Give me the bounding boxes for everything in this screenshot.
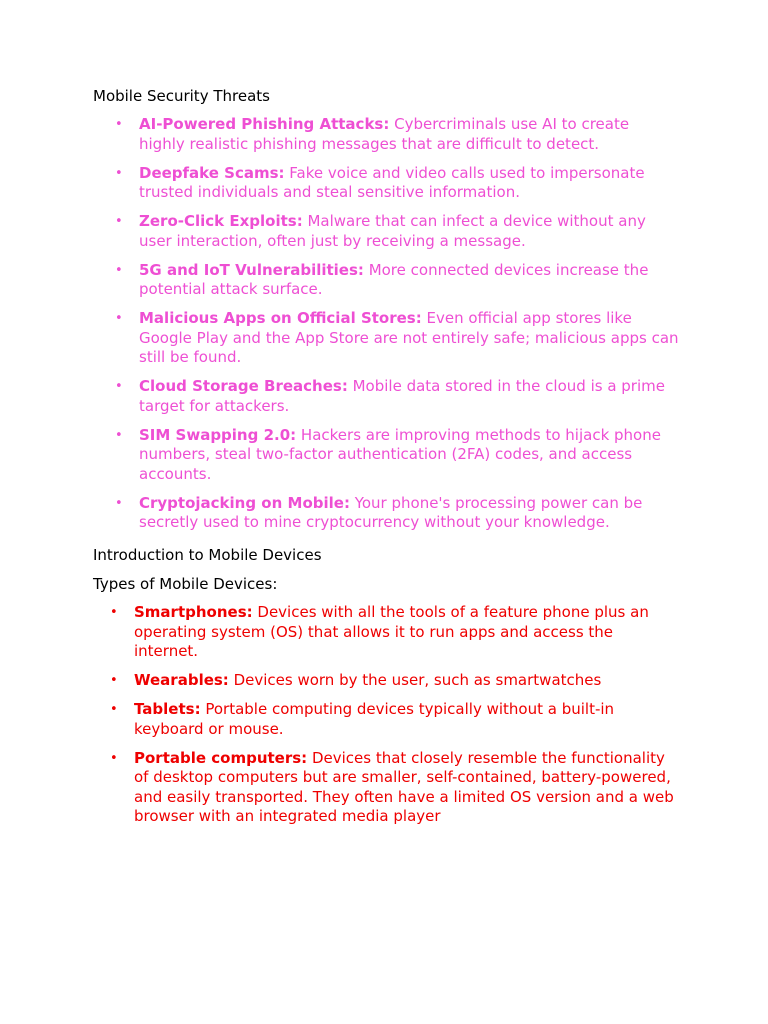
bullet-icon: • [110, 702, 118, 717]
list-item [115, 212, 679, 251]
bullet-icon: • [115, 214, 123, 229]
list-item [110, 700, 679, 739]
list-item-term: AI-Powered Phishing Attacks: [139, 115, 390, 133]
list-item [110, 671, 679, 691]
list-item [115, 163, 679, 203]
list-item-text: Your phone's processing power can be secretly used to mine cryptocurrency without your knowledge. [139, 493, 643, 531]
list-item-term: Cryptojacking on Mobile: [139, 493, 350, 512]
list-item-text: Cybercriminals use AI to create highly realistic phishing messages that are difficult to detect. [139, 115, 630, 153]
heading-introduction-to-mobile-devices: Introduction to Mobile Devices [93, 546, 322, 564]
bullet-icon: • [115, 379, 123, 394]
list-item-text: Even official app stores like Google Play and the App Store are not entirely safe; malicious apps can still be found. [139, 309, 679, 366]
list-item-text: Mobile data stored in the cloud is a prime target for attackers. [139, 377, 665, 415]
list-item-text: Hackers are improving methods to hijack phone numbers, steal two-factor authentication (2FA) codes, and access accounts. [139, 425, 661, 483]
bullet-icon: • [115, 262, 123, 278]
list-item-term: Portable computers: [134, 748, 308, 767]
list-item [115, 425, 679, 485]
threats-list [115, 115, 679, 542]
bullet-icon: • [115, 165, 123, 181]
list-item-term: Smartphones: [134, 603, 253, 621]
list-item-term: Cloud Storage Breaches: [139, 377, 348, 395]
list-item-term: 5G and IoT Vulnerabilities: [139, 260, 364, 279]
list-item-text: Fake voice and video calls used to impersonate trusted individuals and steal sensitive information. [139, 163, 645, 201]
bullet-icon: • [110, 673, 118, 688]
list-item-text: Devices worn by the user, such as smartwatches [228, 671, 602, 689]
heading-types-of-mobile-devices: Types of Mobile Devices: [93, 575, 278, 593]
heading-mobile-security-threats: Mobile Security Threats [93, 87, 270, 105]
list-item [115, 493, 679, 533]
list-item [115, 260, 679, 300]
list-item-text: Malware that can infect a device without any user interaction, often just by receiving a message. [139, 212, 646, 250]
list-item-term: Tablets: [134, 700, 201, 718]
list-item [110, 748, 679, 827]
list-item [110, 603, 679, 662]
list-item [115, 309, 679, 368]
list-item [115, 115, 679, 154]
list-item-text: Devices with all the tools of a feature phone plus an operating system (OS) that allows it to run apps and access the internet. [134, 603, 649, 660]
bullet-icon: • [115, 311, 123, 326]
list-item-term: Malicious Apps on Official Stores: [139, 309, 422, 327]
list-item [115, 377, 679, 416]
bullet-icon: • [110, 605, 118, 620]
list-item-text: More connected devices increase the potential attack surface. [139, 260, 649, 298]
bullet-icon: • [115, 495, 123, 511]
list-item-term: Wearables: [134, 671, 229, 689]
list-item-term: Zero-Click Exploits: [139, 212, 303, 230]
list-item-text: Portable computing devices typically without a built-in keyboard or mouse. [134, 700, 615, 738]
bullet-icon: • [115, 117, 123, 132]
bullet-icon: • [110, 750, 118, 766]
list-item-term: SIM Swapping 2.0: [139, 425, 297, 444]
device-types-list [110, 603, 679, 836]
bullet-icon: • [115, 427, 123, 443]
list-item-term: Deepfake Scams: [139, 163, 285, 182]
list-item-text: Devices that closely resemble the functionality of desktop computers but are smaller, self-contained, battery-powered, and easily transported. They often have a limited OS version and a web browser with an integrated media player [134, 748, 674, 825]
